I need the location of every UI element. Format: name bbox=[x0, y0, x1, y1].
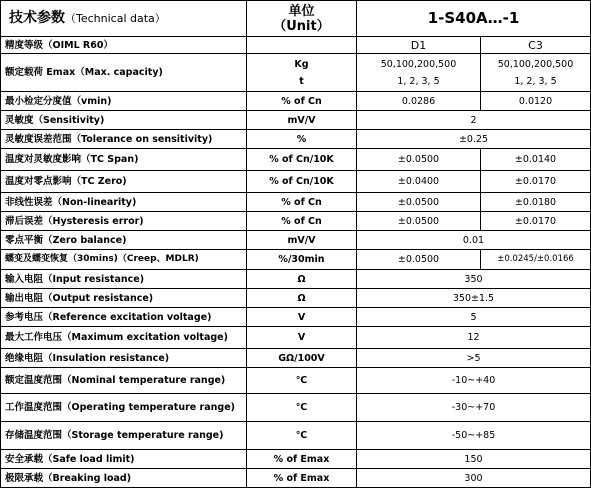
param-cell: 灵敏度（Sensitivity) bbox=[1, 111, 247, 130]
d1-cell bbox=[357, 54, 481, 92]
value-cell: 5 bbox=[357, 308, 591, 327]
value-cell: 300 bbox=[357, 469, 591, 488]
param-cell: 零点平衡（Zero balance) bbox=[1, 231, 247, 250]
value-cell: 2 bbox=[357, 111, 591, 130]
param-cell: 极限承载（Breaking load) bbox=[1, 469, 247, 488]
param-cell: 绝缘电阻（Insulation resistance) bbox=[1, 349, 247, 368]
value-cell: 350±1.5 bbox=[357, 289, 591, 308]
table-row bbox=[1, 149, 591, 171]
table-row bbox=[1, 54, 591, 92]
c3-cell: ±0.0170 bbox=[481, 171, 591, 193]
unit-cell: ℃ bbox=[247, 422, 357, 450]
d1-cell: ±0.0500 bbox=[357, 193, 481, 212]
table-row bbox=[1, 422, 591, 450]
param-cell: 工作温度范围（Operating temperature range) bbox=[1, 394, 247, 422]
unit-cell: % of Cn bbox=[247, 212, 357, 231]
param-cell: 最大工作电压（Maximum excitation voltage) bbox=[1, 327, 247, 349]
table-row bbox=[1, 171, 591, 193]
unit-cell: V bbox=[247, 327, 357, 349]
d1-cell: 0.0286 bbox=[357, 92, 481, 111]
d1-t-values: 1, 2, 3, 5 bbox=[397, 75, 440, 87]
table-row bbox=[1, 111, 591, 130]
d1-cell: ±0.0500 bbox=[357, 149, 481, 171]
table-row bbox=[1, 193, 591, 212]
unit-cell: % of Cn/10K bbox=[247, 171, 357, 193]
parameter-header bbox=[1, 1, 247, 37]
param-cell: 非线性误差（Non-linearity) bbox=[1, 193, 247, 212]
c3-cell: ±0.0245/±0.0166 bbox=[481, 250, 591, 270]
unit-cell: GΩ/100V bbox=[247, 349, 357, 368]
unit-cell: % of Emax bbox=[247, 450, 357, 469]
header-row bbox=[1, 1, 591, 37]
c3-cell: ±0.0180 bbox=[481, 193, 591, 212]
param-cell: 额定温度范围（Nominal temperature range) bbox=[1, 368, 247, 394]
unit-cell: % of Cn bbox=[247, 193, 357, 212]
table-row bbox=[1, 368, 591, 394]
unit-header bbox=[247, 1, 357, 37]
param-cell: 温度对灵敏度影响（TC Span) bbox=[1, 149, 247, 171]
param-cell: 存储温度范围（Storage temperature range) bbox=[1, 422, 247, 450]
unit-kg: Kg bbox=[294, 58, 309, 70]
d1-kg-values: 50,100,200,500 bbox=[380, 58, 457, 70]
table-row bbox=[1, 212, 591, 231]
param-cell: 最小检定分度值（vmin) bbox=[1, 92, 247, 111]
c3-cell: 0.0120 bbox=[481, 92, 591, 111]
param-cell: 输出电阻（Output resistance) bbox=[1, 289, 247, 308]
unit-cell: % of Emax bbox=[247, 469, 357, 488]
c3-cell: ±0.0170 bbox=[481, 212, 591, 231]
c3-kg-values: 50,100,200,500 bbox=[497, 58, 574, 70]
grade-c3-cell: C3 bbox=[481, 37, 591, 54]
d1-cell: ±0.0500 bbox=[357, 250, 481, 270]
unit-cell: % bbox=[247, 130, 357, 149]
table-row bbox=[1, 92, 591, 111]
unit-cell: ℃ bbox=[247, 368, 357, 394]
c3-cell bbox=[481, 54, 591, 92]
unit-header-en: （Unit） bbox=[273, 18, 330, 34]
table-row bbox=[1, 349, 591, 368]
table-row bbox=[1, 450, 591, 469]
value-cell: -50~+85 bbox=[357, 422, 591, 450]
table-row bbox=[1, 37, 591, 54]
unit-cell: Ω bbox=[247, 270, 357, 289]
value-cell: 12 bbox=[357, 327, 591, 349]
param-cell: 温度对零点影响（TC Zero) bbox=[1, 171, 247, 193]
value-cell: -30~+70 bbox=[357, 394, 591, 422]
model-header: 1-S40A…-1 bbox=[357, 1, 591, 37]
value-cell: >5 bbox=[357, 349, 591, 368]
table-row bbox=[1, 308, 591, 327]
param-cell: 参考电压（Reference excitation voltage) bbox=[1, 308, 247, 327]
d1-cell: ±0.0400 bbox=[357, 171, 481, 193]
c3-t-values: 1, 2, 3, 5 bbox=[514, 75, 557, 87]
grade-d1-cell: D1 bbox=[357, 37, 481, 54]
unit-cell: mV/V bbox=[247, 231, 357, 250]
value-cell: 150 bbox=[357, 450, 591, 469]
param-cell: 蠕变及蠕变恢复（30mins)（Creep、MDLR) bbox=[1, 250, 247, 270]
value-cell: -10~+40 bbox=[357, 368, 591, 394]
unit-cell bbox=[247, 37, 357, 54]
table-row bbox=[1, 289, 591, 308]
value-cell: 0.01 bbox=[357, 231, 591, 250]
table-row bbox=[1, 327, 591, 349]
table-row bbox=[1, 270, 591, 289]
parameter-header-cn: 技术参数 bbox=[9, 10, 65, 26]
param-cell: 滞后误差（Hysteresis error) bbox=[1, 212, 247, 231]
table-row bbox=[1, 250, 591, 270]
param-cell: 精度等级（OIML R60） bbox=[1, 37, 247, 54]
value-cell: 350 bbox=[357, 270, 591, 289]
unit-t: t bbox=[299, 75, 304, 87]
value-cell: ±0.25 bbox=[357, 130, 591, 149]
unit-cell: ℃ bbox=[247, 394, 357, 422]
table-row bbox=[1, 231, 591, 250]
unit-cell: mV/V bbox=[247, 111, 357, 130]
table-row bbox=[1, 394, 591, 422]
unit-cell: V bbox=[247, 308, 357, 327]
unit-cell: Ω bbox=[247, 289, 357, 308]
unit-cell bbox=[247, 54, 357, 92]
table-row bbox=[1, 469, 591, 488]
unit-cell: %/30min bbox=[247, 250, 357, 270]
param-cell: 额定载荷 Emax（Max. capacity) bbox=[1, 54, 247, 92]
param-cell: 安全承载（Safe load limit) bbox=[1, 450, 247, 469]
parameter-header-en: （Technical data） bbox=[65, 12, 166, 25]
param-cell: 灵敏度误差范围（Tolerance on sensitivity) bbox=[1, 130, 247, 149]
param-cell: 输入电阻（Input resistance) bbox=[1, 270, 247, 289]
table-row bbox=[1, 130, 591, 149]
unit-header-cn: 单位 bbox=[288, 3, 315, 19]
d1-cell: ±0.0500 bbox=[357, 212, 481, 231]
unit-cell: % of Cn/10K bbox=[247, 149, 357, 171]
c3-cell: ±0.0140 bbox=[481, 149, 591, 171]
unit-cell: % of Cn bbox=[247, 92, 357, 111]
